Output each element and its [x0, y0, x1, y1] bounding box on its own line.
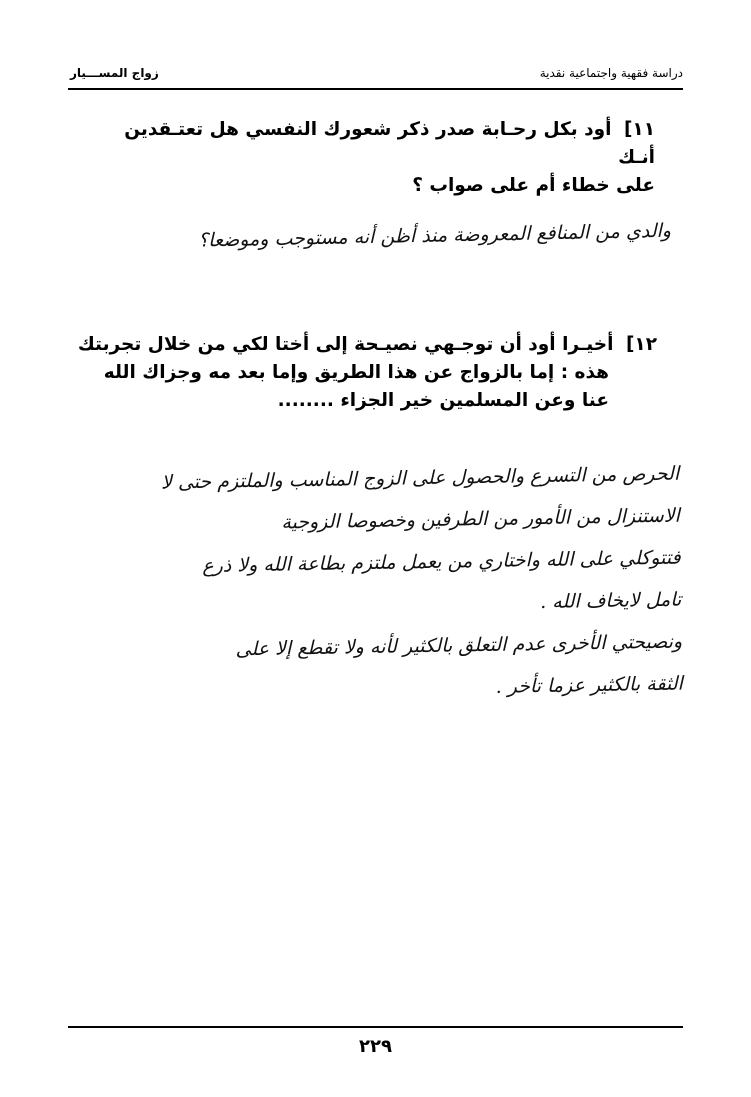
- question-number: ١١]: [623, 119, 655, 140]
- question-12: [57, 331, 657, 415]
- handwritten-line: ونصيحتي الأخرى عدم التعلق بالكثير لأنه ولا تقطع إلا على: [235, 630, 683, 661]
- question-line: على خطاء أم على صواب ؟: [412, 175, 655, 196]
- question-11: [95, 116, 655, 200]
- footer-rule: [68, 1026, 683, 1028]
- question-line: أخيـرا أود أن توجـهي نصيـحة إلى أختا لكي من خلال تجربتك: [77, 334, 614, 355]
- header-rule: [68, 88, 683, 90]
- header-book-title: زواج المســـيار: [70, 66, 159, 80]
- handwritten-line: والدي من المنافع المعروضة منذ أظن أنه مستوجب وموضعا؟: [197, 219, 672, 252]
- handwritten-line: الحرص من التسرع والحصول على الزوج المناسب والملتزم حتى لا: [160, 462, 680, 494]
- question-number: ١٢]: [625, 334, 657, 355]
- handwritten-answer-12: [59, 453, 683, 716]
- handwritten-line: تامل لايخاف الله .: [539, 588, 682, 614]
- question-line: أود بكل رحـابة صدر ذكر شعورك النفسي هل تعتـقدين أنـك: [124, 119, 655, 168]
- handwritten-line: الثقة بالكثير عزما تأخر .: [495, 672, 683, 698]
- page-number: ٢٢٩: [359, 1036, 392, 1057]
- handwritten-answer-11: [71, 220, 671, 255]
- handwritten-line: الاستنزال من الأمور من الطرفين وخصوصا الزوجية: [281, 504, 681, 534]
- question-line: عنا وعن المسلمين خير الجزاء ........: [277, 390, 609, 411]
- question-line: هذه : إما بالزواج عن هذا الطريق وإما بعد مه وجزاك الله: [103, 362, 609, 383]
- header-book-subtitle: دراسة فقهية واجتماعية نقدية: [539, 66, 683, 80]
- handwritten-line: فتتوكلي على الله واختاري من يعمل ملتزم بطاعة الله ولا ذرع: [202, 546, 681, 577]
